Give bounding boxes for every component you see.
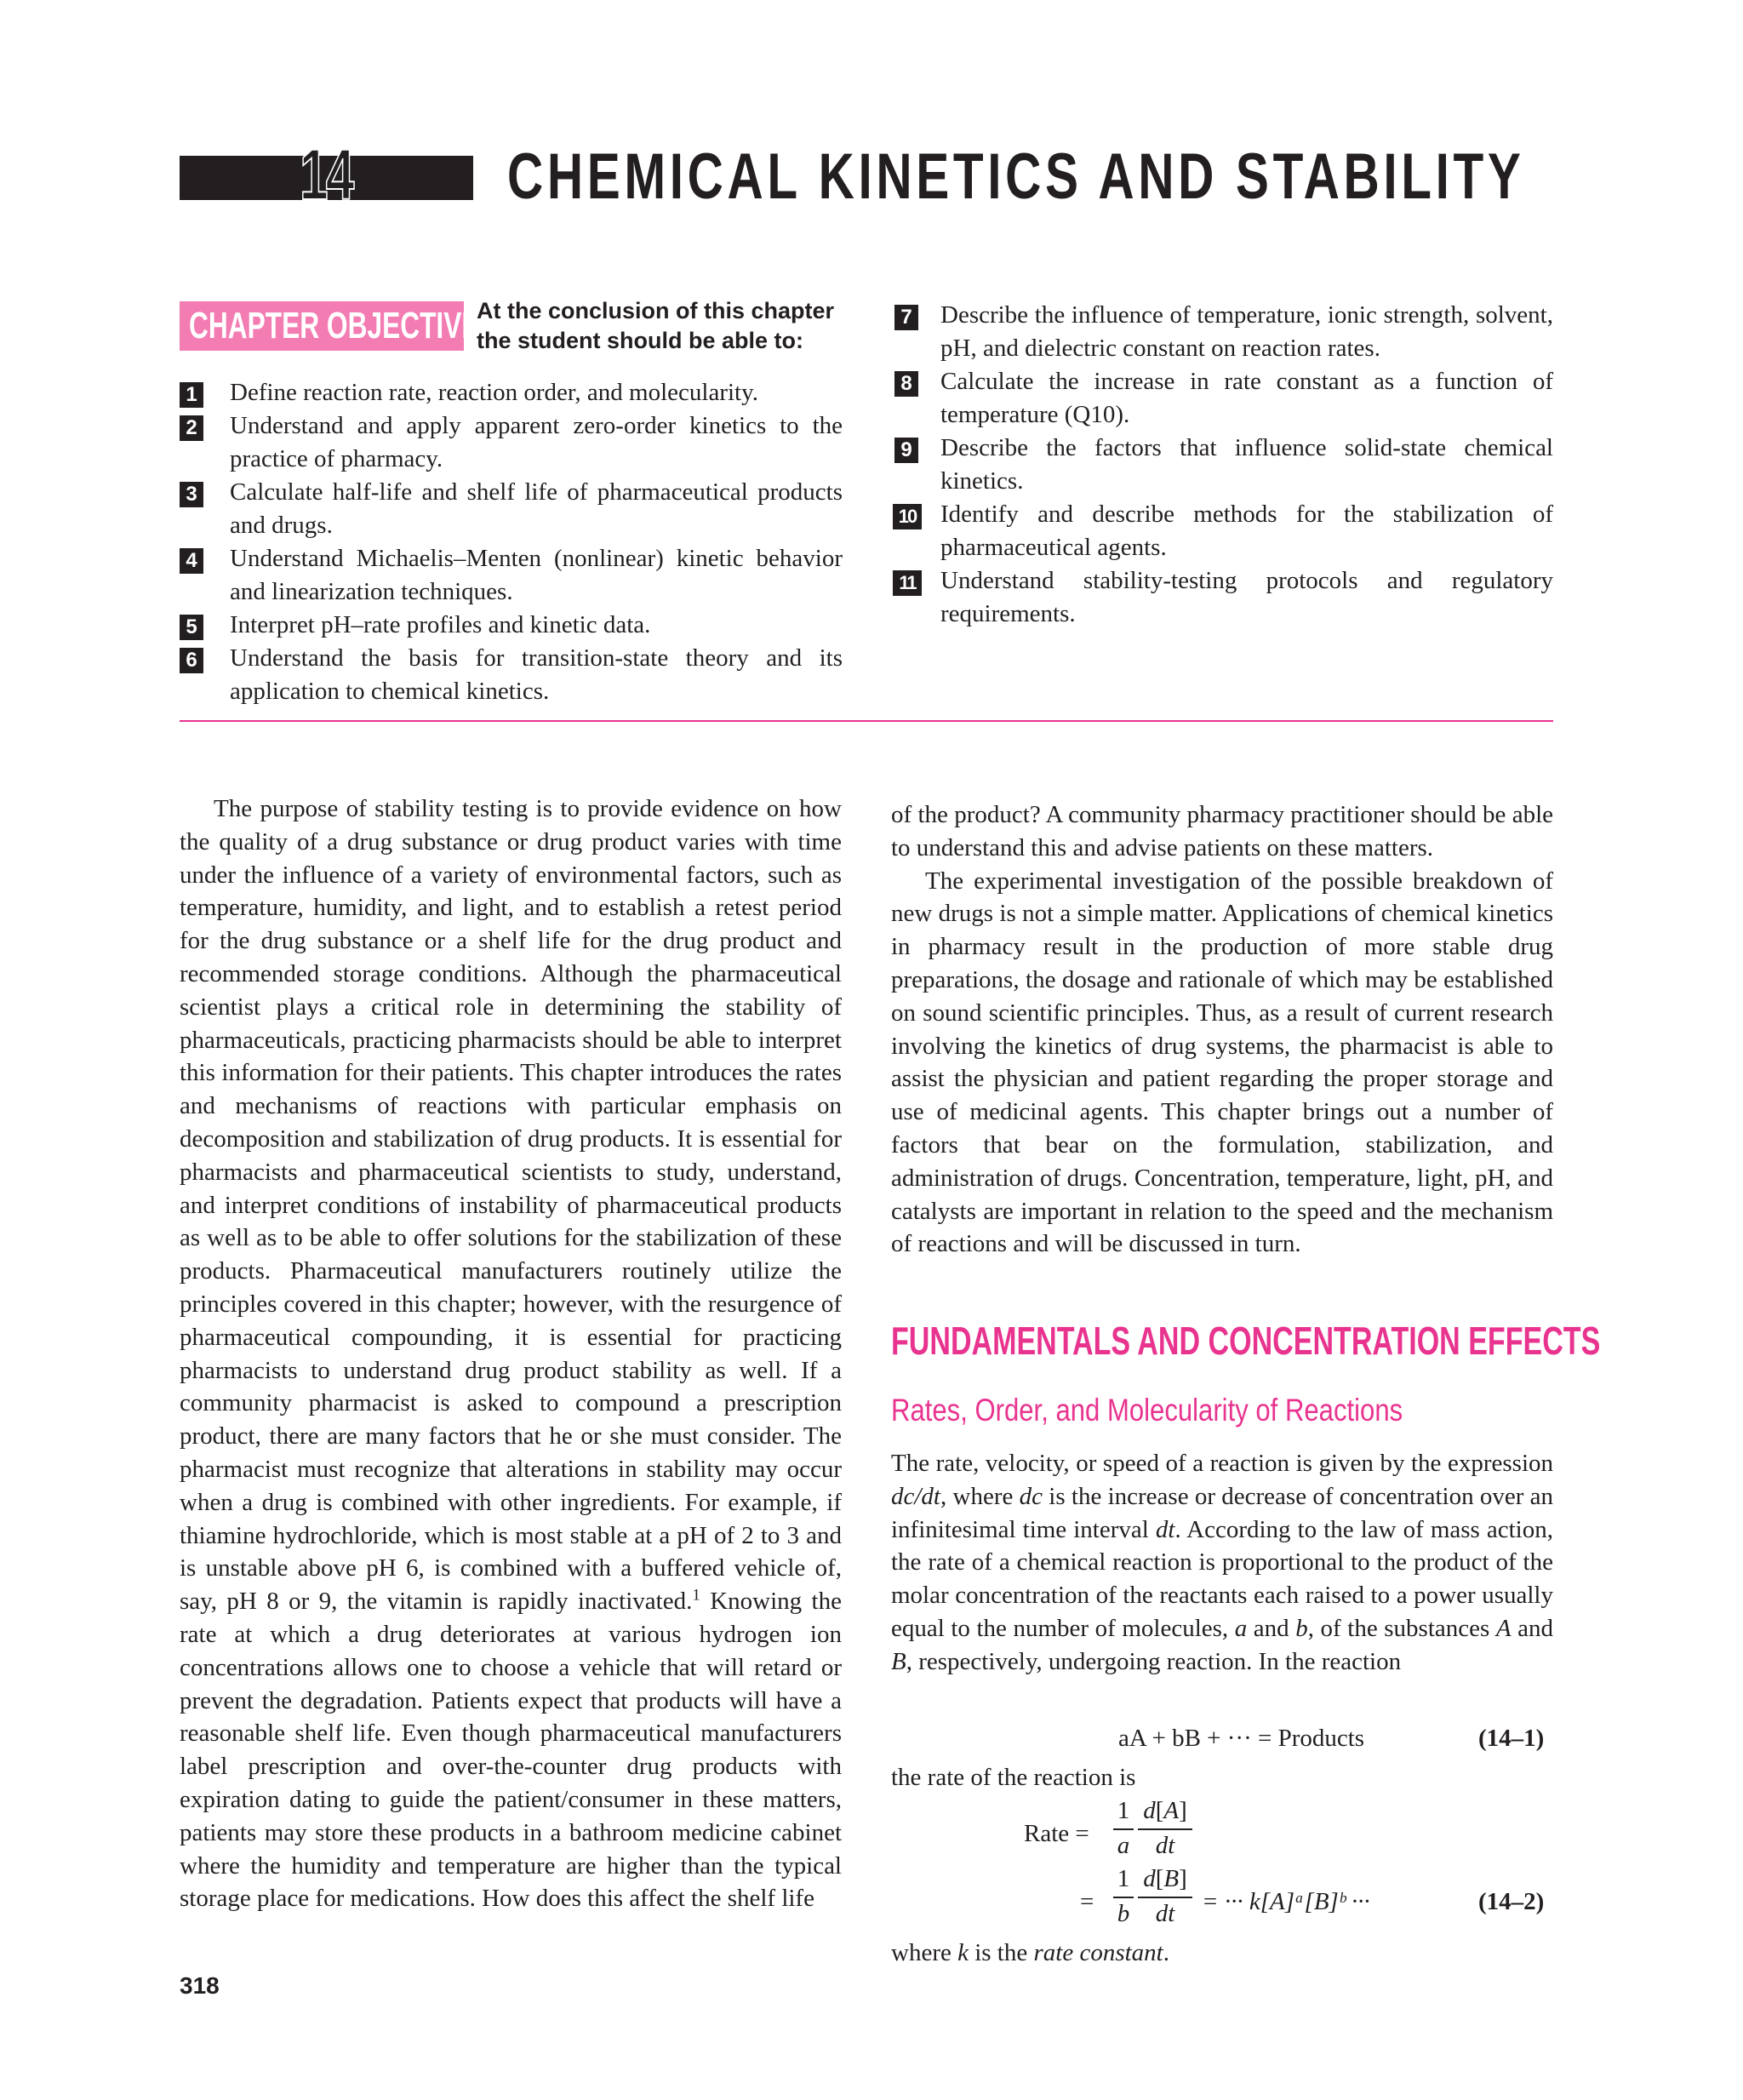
body-paragraph: of the product? A community pharmacy practitioner should be able to understand this and advise patients on these matters.: [891, 801, 1553, 861]
fraction-denominator: dt: [1155, 1832, 1175, 1859]
fraction-bar: [1113, 1897, 1134, 1898]
fraction-denominator: a: [1117, 1832, 1130, 1859]
page-number: 318: [180, 1972, 220, 1999]
fraction-bar: [1113, 1828, 1134, 1830]
objective-text: Understand and apply apparent zero-order kinetics to the practice of pharmacy.: [230, 412, 843, 472]
objective-number: 6: [180, 648, 203, 673]
objective-number: 2: [180, 415, 203, 441]
objectives-divider: [180, 720, 1553, 722]
objective-number: 8: [894, 371, 918, 397]
fraction-denominator: dt: [1155, 1900, 1175, 1927]
objectives-badge-label: CHAPTER OBJECTIVES: [189, 305, 498, 346]
objective-number: 3: [180, 482, 203, 507]
subsection-heading: Rates, Order, and Molecularity of Reactions: [891, 1393, 1403, 1428]
objective-text: Describe the factors that influence solid-state chemical kinetics.: [940, 434, 1553, 495]
objective-number: 4: [180, 548, 203, 574]
body-column-right: [891, 798, 1553, 1261]
objective-text: Understand stability-testing protocols and regulatory requirements.: [940, 567, 1553, 627]
objective-number: 1: [180, 382, 203, 408]
equation-number: (14–1): [1478, 1725, 1545, 1752]
chapter-number: 14: [300, 134, 352, 215]
section-heading: FUNDAMENTALS AND CONCENTRATION EFFECTS: [891, 1319, 1601, 1363]
fraction-numerator: d[A]: [1143, 1797, 1187, 1824]
body-paragraph: The experimental investigation of the possible breakdown of new drugs is not a simple matter. Applications of chemical kinetics in pharmacy result in the production of more stable drug preparations, the dosage and rationale of which may be established on sound scientific principles. Thus, as a result of current research involving the kinetics of drug systems, the pharmacist is able to assist the physician and patient regarding the proper storage and use of medicinal agents. This chapter brings out a number of factors that bear on the formulation, stabilization, and administration of drugs. Concentration, temperature, light, pH, and catalysts are important in relation to the speed and the mechanism of reactions and will be discussed in turn.: [891, 867, 1553, 1258]
fraction-numerator: 1: [1117, 1865, 1130, 1892]
rate-law-expression: = ··· k[A]ᵃ[B]ᵇ ···: [1202, 1888, 1370, 1915]
fraction-bar: [1138, 1897, 1192, 1898]
rate-constant-sentence: where k is the rate constant.: [891, 1939, 1169, 1966]
equation-14-1: aA + bB + ··· = Products: [1118, 1725, 1365, 1752]
objective-number: 5: [180, 615, 203, 640]
equation-number: (14–2): [1478, 1888, 1545, 1915]
equation-lead-text: the rate of the reaction is: [891, 1764, 1136, 1791]
objective-text: Calculate half-life and shelf life of pharmaceutical products and drugs.: [230, 478, 843, 539]
fraction-bar: [1138, 1828, 1192, 1830]
rate-paragraph: The rate, velocity, or speed of a reaction is given by the expression dc/dt, where dc is the increase or decrease of concentration over an infinitesimal time interval dt. According to the law of mass action, the rate of a chemical reaction is proportional to the product of the molar concentration of the reactants each raised to a power usually equal to the number of molecules, a and b, of the substances A and B, respectively, undergoing reaction. In the reaction: [891, 1450, 1554, 1675]
body-column-left: [180, 793, 842, 1915]
equals-sign: =: [1080, 1888, 1094, 1915]
objective-text: Understand the basis for transition-state theory and its application to chemical kinetics.: [230, 644, 843, 705]
objective-number: 9: [894, 438, 918, 463]
fraction-denominator: b: [1117, 1900, 1130, 1927]
objective-number: 11: [893, 570, 922, 596]
fraction-numerator: d[B]: [1143, 1865, 1187, 1892]
objective-text: Describe the influence of temperature, ionic strength, solvent, pH, and dielectric constant on reaction rates.: [940, 301, 1553, 362]
objective-text: Interpret pH–rate profiles and kinetic data.: [230, 611, 651, 638]
body-paragraph: The purpose of stability testing is to provide evidence on how the quality of a drug substance or drug product varies with time under the influence of a variety of environmental factors, such as temperature, humidity, and light, and to establish a retest period for the drug substance or a shelf life for the drug product and recommended storage conditions. Although the pharmaceutical scientist plays a critical role in determining the stability of pharmaceuticals, practicing pharmacists should be able to interpret this information for their patients. This chapter introduces the rates and mechanisms of reactions with particular emphasis on decomposition and stabilization of drug products. It is essential for pharmacists and pharmaceutical scientists to study, understand, and interpret conditions of instability of pharmaceutical products as well as to be able to offer solutions for the stabilization of these products. Pharmaceutical manufacturers routinely utilize the principles covered in this chapter; however, with the resurgence of pharmaceutical compounding, it is essential for practicing pharmacists to understand drug product stability as well. If a community pharmacist is asked to compound a prescription product, there are many factors that he or she must consider. The pharmacist must recognize that alterations in stability may occur when a drug is combined with other ingredients. For example, if thiamine hydrochloride, which is most stable at a pH of 2 to 3 and is unstable above pH 6, is combined with a buffered vehicle of, say, pH 8 or 9, the vitamin is rapidly inactivated.$^1$ Knowing the rate at which a drug deteriorates at various hydrogen ion concentrations allows one to choose a vehicle that will retard or prevent the degradation. Patients expect that products will have a reasonable shelf life. Even though pharmaceutical manufacturers label prescription and over-the-counter drug products with expiration dating to guide the patient/consumer in these matters, patients may store these products in a bathroom medicine cabinet where the humidity and temperature are higher than the typical storage place for medications. How does this affect the shelf life: [180, 795, 842, 1913]
fraction-numerator: 1: [1117, 1797, 1130, 1824]
chapter-title: CHEMICAL KINETICS AND STABILITY: [507, 140, 1525, 213]
objective-text: Identify and describe methods for the stabilization of pharmaceutical agents.: [940, 501, 1553, 561]
rate-label: Rate =: [1024, 1820, 1089, 1847]
objective-text: Define reaction rate, reaction order, and molecularity.: [230, 379, 758, 406]
objective-text: Calculate the increase in rate constant as a function of temperature (Q10).: [940, 368, 1553, 428]
objective-number: 7: [894, 305, 918, 330]
objectives-intro: At the conclusion of this chapter the student should be able to:: [477, 298, 835, 353]
objective-number: 10: [893, 504, 922, 529]
footnote-ref: 1: [692, 1586, 700, 1605]
objective-text: Understand Michaelis–Menten (nonlinear) kinetic behavior and linearization techniques.: [230, 545, 843, 605]
